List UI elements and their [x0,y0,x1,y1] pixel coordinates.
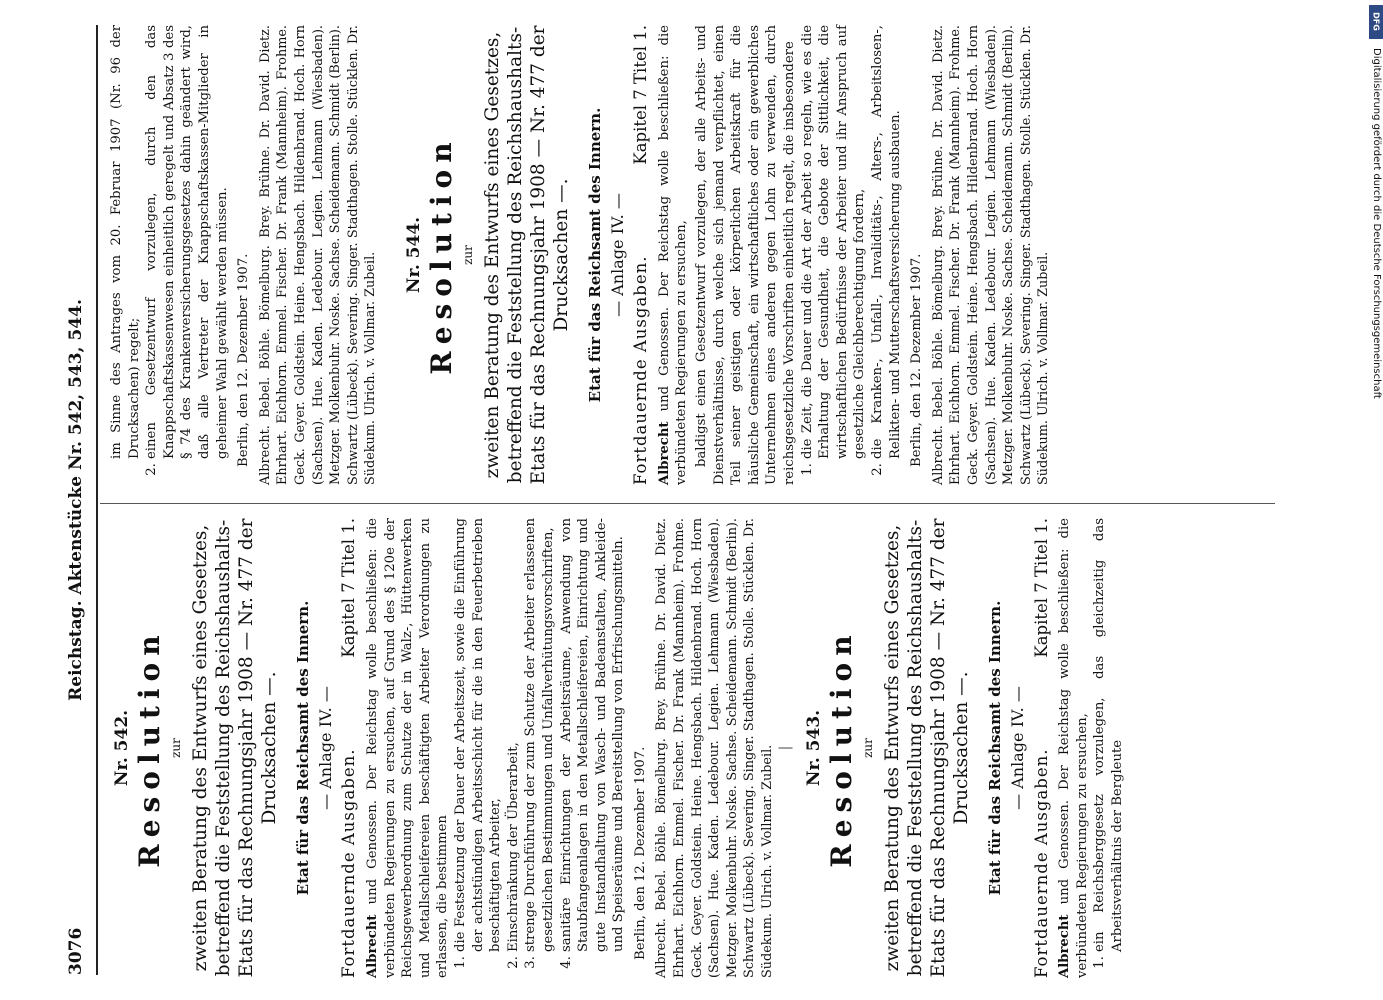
list-item: 1. ein Reichsberggesetz vorzulegen, das gleichzeitig das Arbeitsverhältnis der Bergleute [1091,518,1126,952]
body-text: und Genossen. Der Reichstag wolle beschließen: die verbündeten Regierungen zu ersuchen, [656,25,690,485]
header-rule [96,25,98,975]
list-item: 3. strenge Durchführung der zum Schutze der Arbeiter erlassenen gesetzlichen Bestimmungen und Unfallverhütungsvorschriften, [522,518,557,952]
demand-list [1091,518,1126,978]
anlage-label: — Anlage IV. — [315,686,335,810]
resolution-intro: zweiten Beratung des Entwurfs eines Gesetzes, betreffend die Feststellung des Reichshaushalts-Etats für das Rechnungsjahr 1908 — Nr. 477 der Drucksachen —. [190,518,281,978]
signatories: Albrecht. Bebel. Böhle. Bömelburg. Brey. Brühne. Dr. David. Dietz. Ehrhart. Eichhorn. Emmel. Fischer. Dr. Frank (Mannheim). Frohme. Geck. Geyer. Goldstein. Heine. Hengsbach. Hildenbrand. Hoch. Horn (Sachsen). Hue. Kaden. Ledebour. Legien. Lehmann (Wiesbaden). Metzger. Molkenbuhr. Noske. Sachse. Scheidemann. Schmidt (Berlin). Schwartz (Lübeck). Severing. Singer. Stadthagen. Stolle. Stücklen. Dr. Südekum. Ulrich. v. Vollmar. Zubeil. [654,518,776,978]
list-item: 2. Einschränkung der Überarbeit, [505,518,523,952]
anlage-label: — Anlage IV. — [1008,686,1027,810]
resolution-title: Resolution [824,628,858,868]
demand-list [143,25,231,485]
resolution-title: Resolution [424,135,458,375]
fort-label: Fortdauernde Ausgaben. [631,255,651,485]
fortdauernde-ausgaben [1033,518,1051,978]
page-header-title: Reichstag. Aktenstücke Nr. 542, 543, 544. [66,299,86,701]
resolution-number: Nr. 544. [403,216,424,294]
right-column [108,25,1065,485]
resolution-zur: zur [460,245,475,265]
resolution-body [656,25,691,485]
digitization-credit: Digitalisierung gefördert durch die Deutsche Forschungsgemeinschaft [1371,48,1382,399]
date-line: Berlin, den 12. Dezember 1907. [909,253,925,467]
dfg-logo: DFG [1369,5,1383,39]
resolution-543 [806,518,1126,978]
signatories: Albrecht. Bebel. Böhle. Bömelburg. Brey. Brühne. Dr. David. Dietz. Ehrhart. Eichhorn. Emmel. Fischer. Dr. Frank (Mannheim). Frohme. Geck. Geyer. Goldstein. Heine. Hengsbach. Hildenbrand. Hoch. Horn (Sachsen). Hue. Kaden. Ledebour. Legien. Lehmann (Wiesbaden). Metzger. Molkenbuhr. Noske. Sachse. Scheidemann. Schmidt (Berlin). Schwartz (Lübeck). Severing. Singer. Stadthagen. Stolle. Stücklen. Dr. Südekum. Ulrich. v. Vollmar. Zubeil. [930,25,1052,485]
resolution-number: Nr. 542. [112,709,132,787]
resolution-title: Resolution [132,628,166,868]
body-text: und Genossen. Der Reichstag wolle beschließen: die verbündeten Regierungen zu ersuchen, auf Grund des § 120e der Reichsgewerbeordnung zum Schutze der in Walz-, Hüttenwerken und Metallschleifereien beschäftigten Arbeiter Verordnungen zu erlassen, die bestimmen [364,518,451,978]
date-line: Berlin, den 12. Dezember 1907. [632,746,648,960]
resolution-number: Nr. 543. [804,709,825,787]
resolution-542 [114,518,794,978]
lead-name: Albrecht [1057,914,1073,978]
body-text: und Genossen. Der Reichstag wolle beschließen: die verbündeten Regierungen zu ersuchen, [1057,518,1090,978]
resolution-zur: zur [168,738,183,758]
signatories: Albrecht. Bebel. Böhle. Bömelburg. Brey. Brühne. Dr. David. Dietz. Ehrhart. Eichhorn. Emmel. Fischer. Dr. Frank (Mannheim). Frohme. Geck. Geyer. Goldstein. Heine. Hengsbach. Hildenbrand. Hoch. Horn (Sachsen). Hue. Kaden. Ledebour. Legien. Lehmann (Wiesbaden). Metzger. Molkenbuhr. Noske. Sachse. Scheidemann. Schmidt (Berlin). Schwartz (Lübeck). Severing. Singer. Stadthagen. Stolle. Stücklen. Dr. Südekum. Ulrich. v. Vollmar. Zubeil. [257,25,379,485]
resolution-544 [403,25,1053,485]
list-item: 2. einen Gesetzentwurf vorzulegen, durch den das Knappschaftskassenwesen einheitlich geregelt und Absatz 3 des § 74 des Krankenversicherungsgesetzes dahin geändert wird, daß alle Vertreter der Knappschaftskassen-Mitglieder in geheimer Wahl gewählt werden müssen. [143,25,231,459]
fort-label: Fortdauernde Ausgaben. [339,748,359,978]
page-header [62,25,92,975]
list-item: 4. sanitäre Einrichtungen der Arbeitsräume, Anwendung von Staubfangeanlagen in den Metallschleifereien, Einrichtung und gute Instandhaltung von Wasch- und Badeanstalten, Ankleide- und Speiseräume und Bereitstellung von Erfrischungsmitteln. [558,518,628,952]
date-line: Berlin, den 12. Dezember 1907. [236,253,252,467]
resolution-intro: zweiten Beratung des Entwurfs eines Gesetzes, betreffend die Feststellung des Reichshaushalts-Etats für das Rechnungsjahr 1908 — Nr. 477 der Drucksachen —. [482,25,573,485]
digitization-footer [1369,0,1383,1000]
resolution-zur: zur [860,738,875,758]
lead-name: Albrecht [656,421,672,485]
separator-tick: | [776,745,793,751]
demand-list [452,518,628,978]
kapitel-label: Kapitel 7 Titel 1. [339,518,359,658]
resolution-intro: zweiten Beratung des Entwurfs eines Gesetzes, betreffend die Feststellung des Reichshaushalts-Etats für das Rechnungsjahr 1908 — Nr. 477 der Drucksachen —. [882,518,973,978]
list-item: 1. die Zeit, die Dauer und die Art der Arbeit so regeln, wie es die Erhaltung der Gesundheit, die Gebote der Sittlichkeit, die wirtschaftlichen Bedürfnisse der Arbeiter und ihr Anspruch auf gesetzliche Gleichberechtigung fordern, [799,25,869,459]
anlage-label: — Anlage IV. — [607,193,627,317]
kapitel-label: Kapitel 7 Titel 1. [1031,518,1051,658]
etat-heading: Etat für das Reichsamt des Innern. [294,600,313,896]
fort-label: Fortdauernde Ausgaben. [1031,748,1051,978]
resolution-body-2: baldigst einen Gesetzentwurf vorzulegen, der alle Arbeits- und Dienstverhältnisse, durch welche sich jemand verpflichtet, einen Teil seiner geistigen oder körperlichen Arbeitskraft für die häusliche Gemeinschaft, ein wirtschaftliches oder ein gewerbliches Unternehmen eines anderen gegen Lohn zu verwenden, durch reichsgesetzliche Vorschriften einheitlich regelt, die insbesondere [694,25,798,485]
column-divider [100,503,1275,504]
continuation-text: im Sinne des Antrages vom 20. Februar 1907 (Nr. 96 der Drucksachen) regelt; [109,25,142,459]
demand-list [799,25,905,485]
etat-heading: Etat für das Reichsamt des Innern. [986,600,1005,896]
fortdauernde-ausgaben [340,518,358,978]
list-item: 2. die Kranken-, Unfall-, Invaliditäts-, Alters-, Arbeitslosen-, Relikten- und Mutterschaftsversicherung ausbauen. [869,25,904,459]
list-item: 1. die Festsetzung der Dauer der Arbeitszeit, sowie die Einführung der achtstündigen Arbeitsschicht für die in den Feuerbetrieben beschäftigten Arbeiter, [452,518,505,952]
etat-heading: Etat für das Reichsamt des Innern. [586,107,605,403]
fortdauernde-ausgaben [632,25,650,485]
left-column [108,518,1139,978]
lead-name: Albrecht [364,914,380,978]
page-number: 3076 [66,927,86,975]
kapitel-label: Kapitel 7 Titel 1. [631,25,651,165]
resolution-body [364,518,452,978]
resolution-body [1056,518,1091,978]
